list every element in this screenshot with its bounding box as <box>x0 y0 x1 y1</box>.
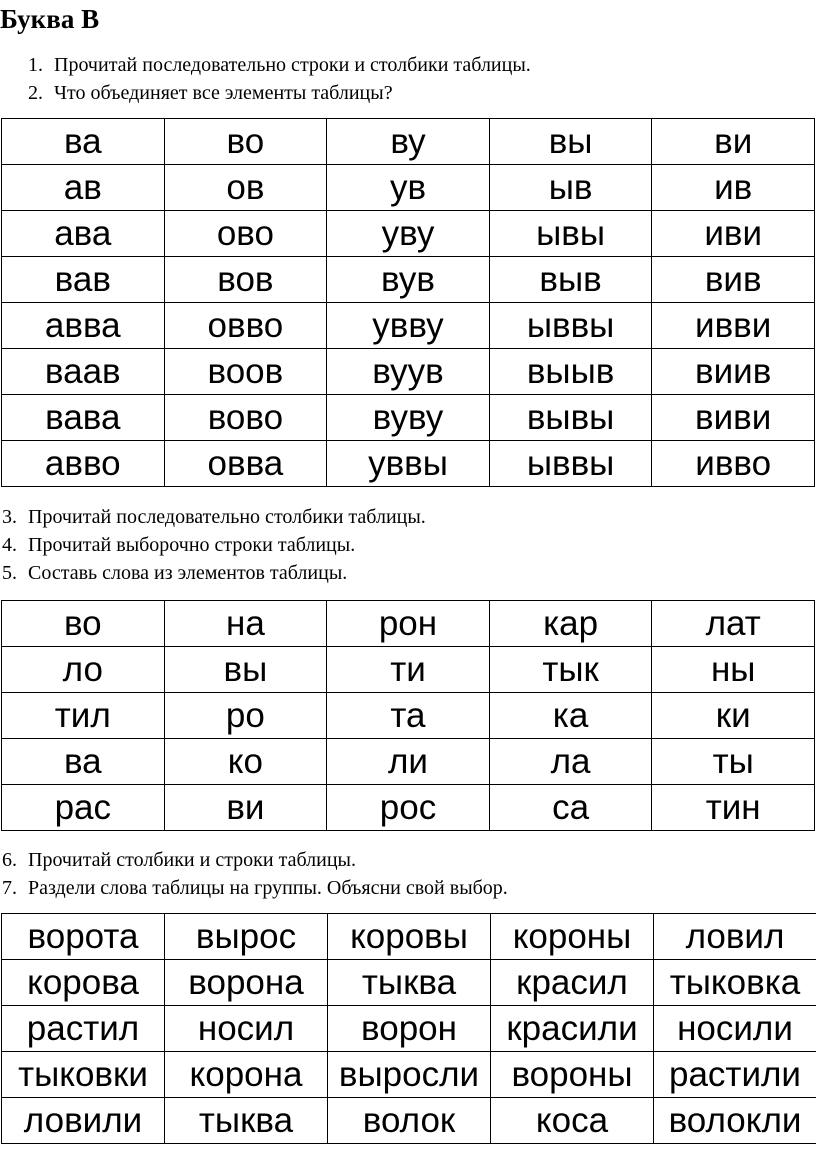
table-cell: ты <box>652 739 815 785</box>
table-row <box>2 165 815 211</box>
syllable-table-1 <box>1 118 815 487</box>
table-cell: ви <box>164 785 327 831</box>
table-cell: выросли <box>328 1052 491 1098</box>
table-cell: вороны <box>491 1052 654 1098</box>
table-cell: корова <box>2 960 165 1006</box>
table-cell: рос <box>327 785 490 831</box>
table-cell: ивви <box>652 303 815 349</box>
table-cell: лат <box>652 601 815 647</box>
table-cell: ви <box>652 119 815 165</box>
table-cell: коровы <box>328 914 491 960</box>
table-cell: кар <box>489 601 652 647</box>
task-text: Прочитай последовательно строки и столбики таблицы. <box>54 54 531 76</box>
task-6 <box>2 848 356 872</box>
table-cell: ворота <box>2 914 165 960</box>
table-cell: уву <box>327 211 490 257</box>
table-cell: ловил <box>654 914 816 960</box>
task-4 <box>2 533 355 557</box>
task-number: 2. <box>28 82 43 104</box>
table-cell: рон <box>327 601 490 647</box>
table-cell: ув <box>327 165 490 211</box>
table-cell: красил <box>491 960 654 1006</box>
table-cell: овва <box>164 441 327 487</box>
table-cell: вы <box>164 647 327 693</box>
table-cell: ивво <box>652 441 815 487</box>
task-number: 4. <box>2 534 17 556</box>
table-cell: во <box>2 601 165 647</box>
table-cell: ло <box>2 647 165 693</box>
table-cell: ворона <box>165 960 328 1006</box>
table-cell: та <box>327 693 490 739</box>
table-cell: растил <box>2 1006 165 1052</box>
table-cell: са <box>489 785 652 831</box>
table-cell: ловили <box>2 1098 165 1144</box>
task-number: 6. <box>2 849 17 871</box>
table-cell: тин <box>652 785 815 831</box>
table-cell: авво <box>2 441 165 487</box>
table-cell: ав <box>2 165 165 211</box>
table-cell: вув <box>327 257 490 303</box>
table-row <box>2 647 815 693</box>
table-cell: ворон <box>328 1006 491 1052</box>
table-cell: ив <box>652 165 815 211</box>
table-cell: ла <box>489 739 652 785</box>
table-cell: ва <box>2 119 165 165</box>
table-row <box>2 785 815 831</box>
table-row <box>2 914 816 960</box>
table-cell: вуву <box>327 395 490 441</box>
table-cell: во <box>164 119 327 165</box>
table-row <box>2 1006 816 1052</box>
table-cell: ывы <box>489 211 652 257</box>
table-cell: увву <box>327 303 490 349</box>
table-row <box>2 693 815 739</box>
table-row <box>2 395 815 441</box>
task-3 <box>2 505 426 529</box>
table-cell: короны <box>491 914 654 960</box>
table-row <box>2 1052 816 1098</box>
page-title: Буква В <box>0 4 100 34</box>
table-row <box>2 257 815 303</box>
task-number: 1. <box>28 54 43 76</box>
syllable-table-2 <box>1 600 815 831</box>
table-cell: вырос <box>165 914 328 960</box>
table-cell: тыква <box>165 1098 328 1144</box>
table-row <box>2 601 815 647</box>
table-cell: ны <box>652 647 815 693</box>
table-row <box>2 119 815 165</box>
table-cell: иви <box>652 211 815 257</box>
table-cell: вав <box>2 257 165 303</box>
table-cell: уввы <box>327 441 490 487</box>
table-cell: авва <box>2 303 165 349</box>
table-cell: вывы <box>489 395 652 441</box>
table-row <box>2 441 815 487</box>
table-cell: ро <box>164 693 327 739</box>
table-cell: вы <box>489 119 652 165</box>
table-cell: носил <box>165 1006 328 1052</box>
table-cell: тыковки <box>2 1052 165 1098</box>
table-cell: растили <box>654 1052 816 1098</box>
table-row <box>2 211 815 257</box>
task-2 <box>28 81 393 105</box>
table-cell: вов <box>164 257 327 303</box>
table-row <box>2 739 815 785</box>
table-cell: ки <box>652 693 815 739</box>
table-cell: ва <box>2 739 165 785</box>
table-cell: корона <box>165 1052 328 1098</box>
table-cell: вуув <box>327 349 490 395</box>
table-cell: тыква <box>328 960 491 1006</box>
table-cell: вово <box>164 395 327 441</box>
table-cell: вив <box>652 257 815 303</box>
table-cell: ава <box>2 211 165 257</box>
table-row <box>2 960 816 1006</box>
table-cell: ово <box>164 211 327 257</box>
table-cell: рас <box>2 785 165 831</box>
task-text: Составь слова из элементов таблицы. <box>28 562 348 584</box>
table-cell: тыковка <box>654 960 816 1006</box>
task-text: Прочитай столбики и строки таблицы. <box>28 849 356 871</box>
table-cell: виви <box>652 395 815 441</box>
table-row <box>2 303 815 349</box>
task-number: 7. <box>2 877 17 899</box>
table-cell: виив <box>652 349 815 395</box>
table-row <box>2 349 815 395</box>
task-text: Раздели слова таблицы на группы. Объясни свой выбор. <box>28 877 508 899</box>
task-text: Прочитай последовательно столбики таблицы. <box>28 506 426 528</box>
table-cell: ваав <box>2 349 165 395</box>
table-cell: волок <box>328 1098 491 1144</box>
table-cell: ка <box>489 693 652 739</box>
task-number: 3. <box>2 506 17 528</box>
table-cell: выыв <box>489 349 652 395</box>
table-cell: ыв <box>489 165 652 211</box>
task-text: Прочитай выборочно строки таблицы. <box>28 534 356 556</box>
table-cell: вава <box>2 395 165 441</box>
table-cell: тык <box>489 647 652 693</box>
table-cell: на <box>164 601 327 647</box>
task-text: Что объединяет все элементы таблицы? <box>54 82 393 104</box>
table-cell: волокли <box>654 1098 816 1144</box>
task-7 <box>2 876 508 900</box>
word-table <box>1 913 816 1144</box>
table-cell: ыввы <box>489 441 652 487</box>
task-5 <box>2 561 347 585</box>
table-cell: овво <box>164 303 327 349</box>
table-cell: носили <box>654 1006 816 1052</box>
task-number: 5. <box>2 562 17 584</box>
table-cell: ву <box>327 119 490 165</box>
table-cell: воов <box>164 349 327 395</box>
table-row <box>2 1098 816 1144</box>
table-cell: тил <box>2 693 165 739</box>
table-cell: выв <box>489 257 652 303</box>
table-cell: ти <box>327 647 490 693</box>
table-cell: красили <box>491 1006 654 1052</box>
table-cell: ыввы <box>489 303 652 349</box>
task-1 <box>28 53 531 77</box>
table-cell: ко <box>164 739 327 785</box>
table-cell: ли <box>327 739 490 785</box>
table-cell: ов <box>164 165 327 211</box>
table-cell: коса <box>491 1098 654 1144</box>
